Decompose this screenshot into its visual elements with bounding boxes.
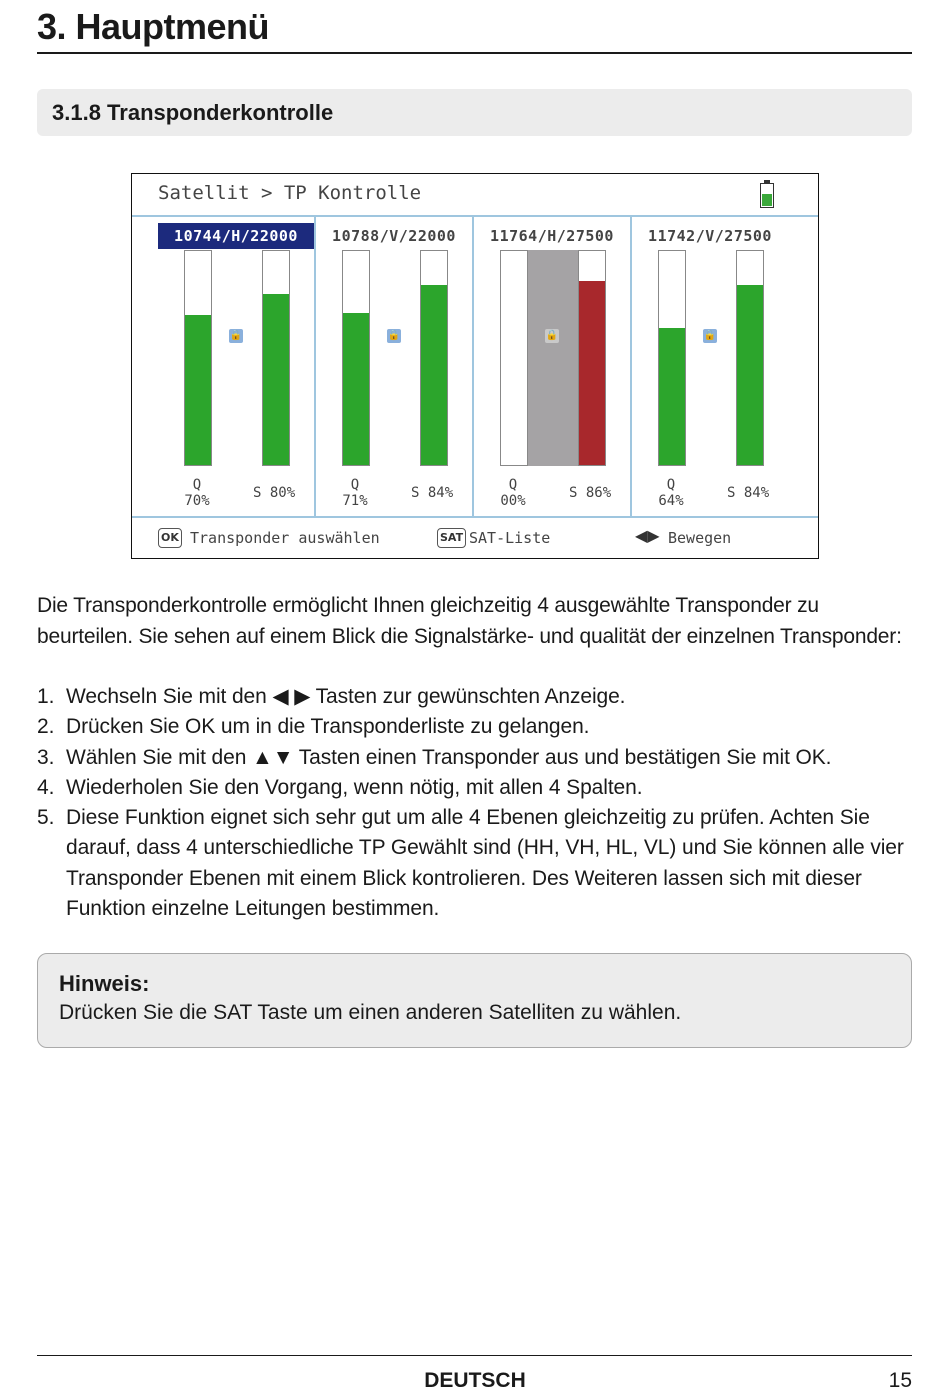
lock-icon: 🔒 [229,330,243,341]
quality-bar [658,250,686,466]
ok-hint: Transponder auswählen [190,529,380,547]
quality-bar [184,250,212,466]
transponder-label: 11742/V/27500 [648,227,772,245]
list-item [37,682,917,712]
step-number: 1. [37,685,55,708]
step-text: Wiederholen Sie den Vorgang, wenn nötig, mit allen 4 Spalten. [66,775,643,799]
step-text: Wechseln Sie mit den ◀ ▶ Tasten zur gewünschten Anzeige. [66,685,626,708]
strength-value: S 86% [569,485,612,501]
tp-control-screenshot [131,173,819,559]
transponder-label: 10744/H/22000 [158,223,314,249]
lock-icon: 🔒 [387,330,401,341]
footer-language: DEUTSCH [424,1369,526,1392]
section-header [37,89,912,136]
intro-paragraph: Die Transponderkontrolle ermöglicht Ihnen gleichzeitig 4 ausgewählte Transponder zu beurteilen. Sie sehen auf einem Blick die Signalstärke- und qualität der einzelnen Transponder: [37,594,902,648]
transponder-label: 11764/H/27500 [490,227,614,245]
quality-bar [500,250,528,466]
quality-value: 64% [658,493,684,509]
footer-divider [37,1355,912,1356]
quality-fill [343,313,369,465]
strength-fill [421,285,447,465]
screen-divider-top [132,215,818,217]
list-item [37,773,917,803]
page-number: 15 [888,1369,912,1392]
screen-footer [132,520,818,556]
strength-bar [420,250,448,466]
lock-icon: 🔒 [545,330,559,341]
transponder-column[interactable] [316,219,472,514]
quality-fill [185,315,211,465]
quality-value: 70% [184,493,210,509]
list-item [37,743,917,773]
sat-hint: SAT-Liste [469,529,551,547]
quality-letter: Q [350,477,360,493]
strength-value: S 84% [727,485,770,501]
step-number: 3. [37,745,55,769]
note-title: Hinweis: [59,971,150,996]
step-number: 4. [37,775,55,799]
strength-value: S 84% [411,485,454,501]
section-title: 3.1.8 Transponderkontrolle [52,100,334,125]
screen-title: Satellit > TP Kontrolle [158,182,422,204]
strength-bar [262,250,290,466]
sat-key-icon: SAT [437,528,466,548]
quality-letter: Q [666,477,676,493]
note-text: Drücken Sie die SAT Taste um einen anderen Satelliten zu wählen. [59,1001,682,1024]
strength-fill [263,294,289,465]
chapter-title: 3. Hauptmenü [37,6,270,47]
battery-icon [760,180,774,208]
quality-bar [342,250,370,466]
strength-bar [736,250,764,466]
move-hint: Bewegen [668,529,732,547]
transponder-label: 10788/V/22000 [332,227,456,245]
list-item [37,712,917,742]
transponder-column[interactable] [632,219,788,514]
quality-fill [659,328,685,465]
no-lock-shade [526,250,578,466]
left-right-arrows-icon: ◀▶ [635,526,660,545]
steps-list [37,682,917,924]
quality-letter: Q [192,477,202,493]
transponder-column[interactable] [474,219,630,514]
lock-icon: 🔒 [703,330,717,341]
strength-fill [737,285,763,465]
quality-value: 00% [500,493,526,509]
strength-fill [579,281,605,465]
chapter-divider [37,52,912,54]
step-number: 5. [37,806,55,830]
step-text: Wählen Sie mit den ▲▼ Tasten einen Transponder aus und bestätigen Sie mit OK. [66,745,832,769]
screen-divider-bottom [132,516,818,518]
note-box [37,953,912,1048]
step-text: Diese Funktion eignet sich sehr gut um alle 4 Ebenen gleichzeitig zu prüfen. Achten Sie darauf, dass 4 unterschiedliche TP Gewählt sind (HH, VH, HL, VL) und Sie können alle vier Transponder Ebenen mit einem Blick kontrolieren. Des Weiteren lassen sich mit dieser Funktion einzelne Leitungen bestimmen. [66,806,904,921]
quality-value: 71% [342,493,368,509]
strength-bar [578,250,606,466]
transponder-column[interactable] [158,219,314,514]
ok-key-icon: OK [158,528,182,548]
strength-value: S 80% [253,485,296,501]
step-text: Drücken Sie OK um in die Transponderliste zu gelangen. [66,715,590,739]
quality-letter: Q [508,477,518,493]
step-number: 2. [37,715,55,739]
list-item [37,803,917,924]
